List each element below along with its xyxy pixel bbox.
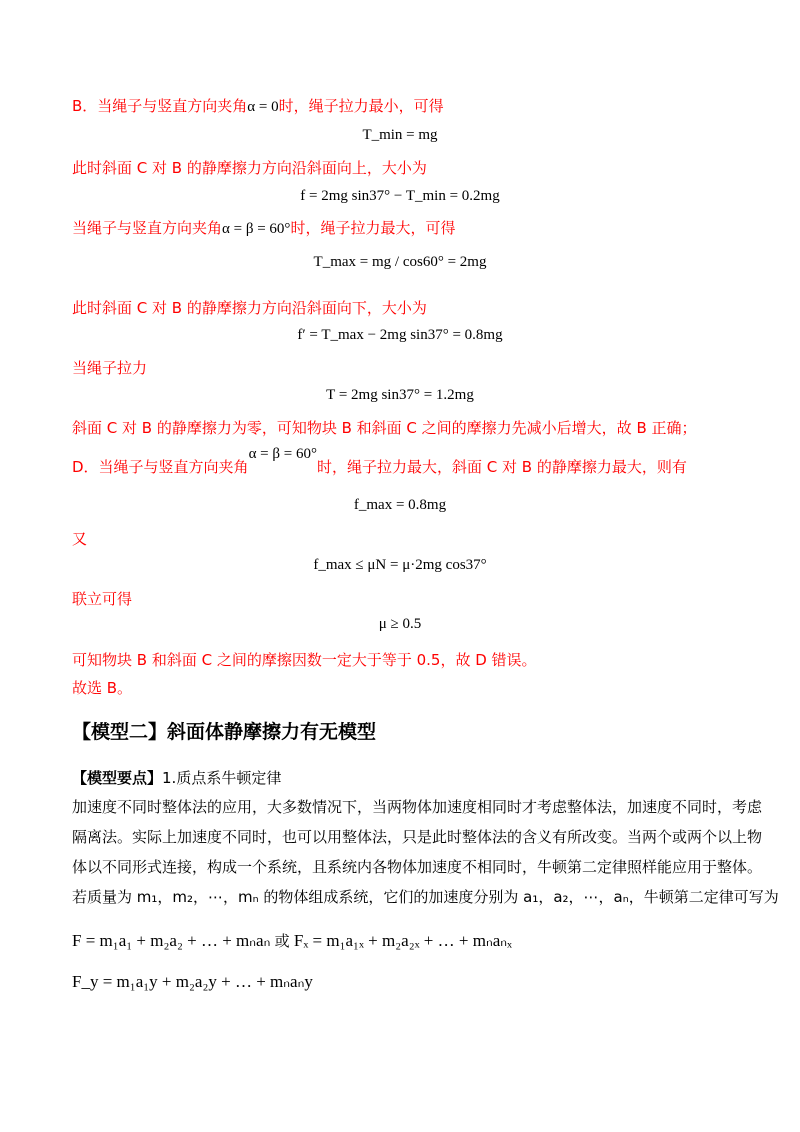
- paragraph-line: 若质量为 m₁，m₂，⋯，mₙ 的物体组成系统，它们的加速度分别为 a₁，a₂，⋯，aₙ，牛顿第二定律可写为: [72, 888, 779, 906]
- equation-mu: μ ≥ 0.5: [378, 616, 422, 632]
- answer-line: 故选 B。: [72, 679, 133, 697]
- option-d-intro: D．当绳子与竖直方向夹角α = β = 60°时，绳子拉力最大，斜面 C 对 B 的静摩擦力最大，则有: [72, 446, 687, 476]
- model-key-points: 【模型要点】1.质点系牛顿定律: [72, 769, 282, 787]
- text-line: 联立可得: [72, 590, 133, 608]
- equation-fmax: f_max = 0.8mg: [353, 497, 447, 513]
- inline-math: α = β = 60°: [248, 446, 317, 462]
- paragraph-line: 加速度不同时整体法的应用，大多数情况下，当两物体加速度相同时才考虑整体法，加速度不同时，考虑: [72, 798, 763, 816]
- equation-f-prime: f′ = T_max − 2mg sin37° = 0.8mg: [297, 327, 503, 343]
- section-heading: 【模型二】斜面体静摩擦力有无模型: [72, 721, 377, 743]
- equation-tmin: T_min = mg: [362, 127, 438, 143]
- newton-formula-line: F = m₁a₁ + m₂a₂ + … + mₙaₙ 或 Fₓ = m₁a₁ₓ + m₂a₂ₓ + … + mₙaₙₓ: [72, 931, 512, 950]
- paragraph-line: 体以不同形式连接，构成一个系统，且系统内各物体加速度不相同时，牛顿第二定律照样能应用于整体。: [72, 858, 763, 876]
- equation-fmax-mu: f_max ≤ μN = μ·2mg cos37°: [313, 557, 487, 573]
- text-line: 此时斜面 C 对 B 的静摩擦力方向沿斜面向下，大小为: [72, 299, 427, 317]
- option-b-intro: B．当绳子与竖直方向夹角α = 0时，绳子拉力最小，可得: [72, 97, 444, 115]
- text-line: 又: [72, 530, 88, 548]
- newton-formula-y: F_y = m₁a₁y + m₂a₂y + … + mₙaₙy: [72, 972, 313, 991]
- equation-t: T = 2mg sin37° = 1.2mg: [326, 387, 474, 403]
- text-line: 可知物块 B 和斜面 C 之间的摩擦因数一定大于等于 0.5，故 D 错误。: [72, 651, 537, 669]
- equation-tmax: T_max = mg / cos60° = 2mg: [313, 254, 487, 270]
- inline-math: α = 0: [247, 99, 279, 115]
- equation-f: f = 2mg sin37° − T_min = 0.2mg: [300, 188, 500, 204]
- text-line: 当绳子与竖直方向夹角α = β = 60°时，绳子拉力最大，可得: [72, 219, 456, 237]
- text-line: 斜面 C 对 B 的静摩擦力为零，可知物块 B 和斜面 C 之间的摩擦力先减小后增大，故 B 正确；: [72, 419, 697, 437]
- inline-math: α = β = 60°: [222, 221, 291, 237]
- paragraph-line: 隔离法。实际上加速度不同时，也可以用整体法，只是此时整体法的含义有所改变。当两个或两个以上物: [72, 828, 763, 846]
- text-line: 此时斜面 C 对 B 的静摩擦力方向沿斜面向上，大小为: [72, 159, 427, 177]
- text-line: 当绳子拉力: [72, 359, 148, 377]
